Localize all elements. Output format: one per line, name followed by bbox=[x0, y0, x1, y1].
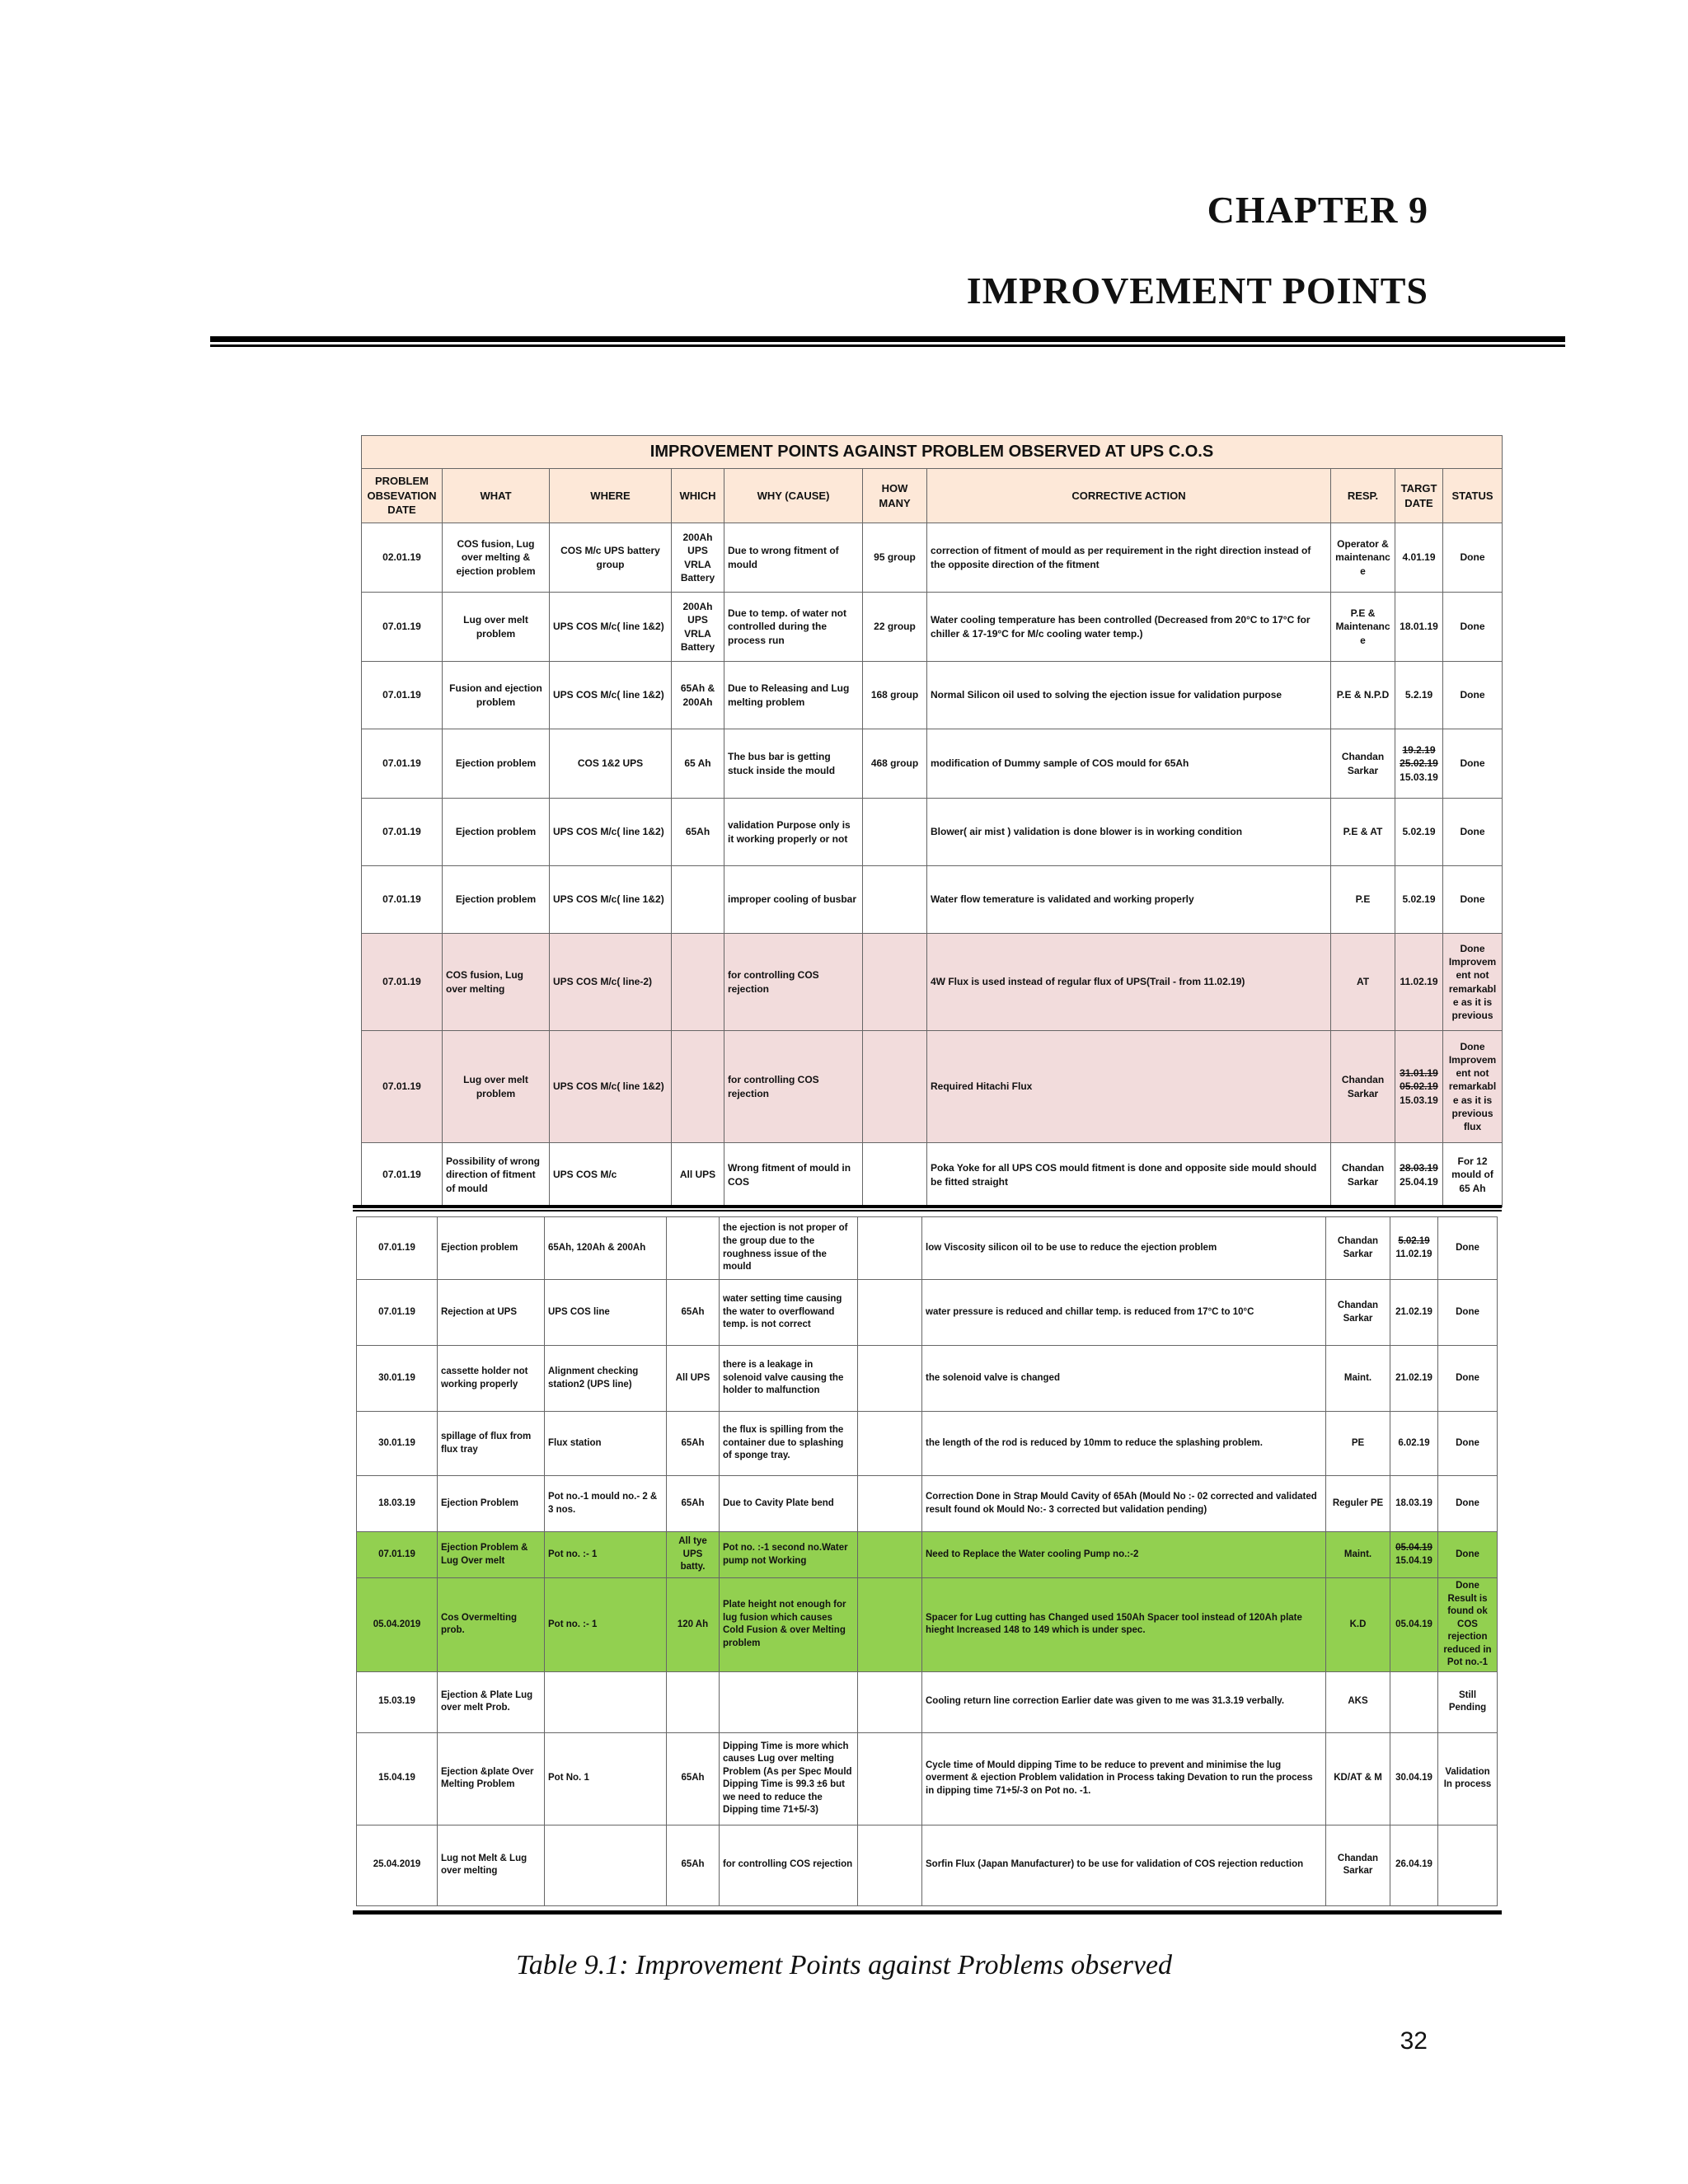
table-cell: Done bbox=[1438, 1217, 1498, 1280]
target-date: 15.03.19 bbox=[1400, 771, 1438, 783]
table-cell: Due to wrong fitment of mould bbox=[724, 523, 863, 593]
table-cell: 65Ah, 120Ah & 200Ah bbox=[545, 1217, 667, 1280]
table-cell: Done Improvement not remarkable as it is previous flux bbox=[1443, 1031, 1503, 1143]
chapter-title: IMPROVEMENT POINTS bbox=[966, 269, 1428, 312]
table-cell bbox=[667, 1217, 720, 1280]
table-cell: UPS COS line bbox=[545, 1280, 667, 1346]
table-cell: 120 Ah bbox=[667, 1578, 720, 1672]
table-cell: For 12 mould of 65 Ah bbox=[1443, 1143, 1503, 1207]
table-cell: P.E bbox=[1331, 866, 1395, 934]
table-cell: the solenoid valve is changed bbox=[922, 1346, 1326, 1412]
table-cell: low Viscosity silicon oil to be use to reduce the ejection problem bbox=[922, 1217, 1326, 1280]
target-date-cell bbox=[1395, 1143, 1443, 1207]
table-cell: 07.01.19 bbox=[362, 866, 443, 934]
table-title: IMPROVEMENT POINTS AGAINST PROBLEM OBSERVED AT UPS C.O.S bbox=[362, 436, 1503, 469]
revised-date: 31.01.19 bbox=[1400, 1067, 1438, 1080]
table-cell: Correction Done in Strap Mould Cavity of 65Ah (Mould No :- 02 corrected and validated result found ok Mould No:- 3 corrected but validation pending) bbox=[922, 1476, 1326, 1532]
revised-date: 25.02.19 bbox=[1400, 757, 1438, 770]
table-cell: Reguler PE bbox=[1326, 1476, 1390, 1532]
table-cell: Chandan Sarkar bbox=[1331, 1031, 1395, 1143]
revised-date: 05.02.19 bbox=[1400, 1080, 1438, 1093]
table-cell bbox=[672, 866, 724, 934]
column-header: PROBLEM OBSEVATION DATE bbox=[362, 469, 443, 523]
table-cell: spillage of flux from flux tray bbox=[438, 1412, 545, 1476]
table-cell: for controlling COS rejection bbox=[720, 1825, 858, 1905]
target-date-cell bbox=[1395, 799, 1443, 866]
table-cell: 65Ah & 200Ah bbox=[672, 662, 724, 729]
table-cell: COS fusion, Lug over melting bbox=[443, 934, 550, 1031]
table-cell bbox=[863, 934, 927, 1031]
target-date-cell bbox=[1395, 593, 1443, 662]
target-date-cell bbox=[1390, 1346, 1438, 1412]
table-cell: Chandan Sarkar bbox=[1331, 1143, 1395, 1207]
table-cell: cassette holder not working properly bbox=[438, 1346, 545, 1412]
target-date-cell bbox=[1390, 1671, 1438, 1732]
table-cell: Rejection at UPS bbox=[438, 1280, 545, 1346]
table-row bbox=[362, 1143, 1503, 1207]
table-cell: UPS COS M/c( line 1&2) bbox=[550, 866, 672, 934]
table-row bbox=[357, 1412, 1498, 1476]
table-cell: KD/AT & M bbox=[1326, 1732, 1390, 1825]
table-row bbox=[362, 523, 1503, 593]
table-cell: Plate height not enough for lug fusion which causes Cold Fusion & over Melting problem bbox=[720, 1578, 858, 1672]
table-cell: 07.01.19 bbox=[362, 799, 443, 866]
table-cell: 30.01.19 bbox=[357, 1346, 438, 1412]
table-cell: Lug over melt problem bbox=[443, 593, 550, 662]
column-header: RESP. bbox=[1331, 469, 1395, 523]
table-caption: Table 9.1: Improvement Points against Problems observed bbox=[515, 1950, 1173, 1980]
table-cell bbox=[858, 1412, 922, 1476]
target-date: 4.01.19 bbox=[1402, 551, 1436, 564]
target-date-cell bbox=[1395, 729, 1443, 799]
table-cell bbox=[672, 934, 724, 1031]
target-date-cell bbox=[1390, 1280, 1438, 1346]
table-cell: Cycle time of Mould dipping Time to be reduce to prevent and minimise the lug overment & ejection Problem validation in Process taking Devation to run the process in dipping time 71+5/-3 on Pot no. -1. bbox=[922, 1732, 1326, 1825]
table-cell bbox=[672, 1031, 724, 1143]
target-date-cell bbox=[1390, 1476, 1438, 1532]
table-cell: Done bbox=[1443, 662, 1503, 729]
heading-rule bbox=[210, 336, 1565, 342]
table-cell: 07.01.19 bbox=[362, 1031, 443, 1143]
table-cell: modification of Dummy sample of COS mould for 65Ah bbox=[927, 729, 1331, 799]
table-cell: 65Ah bbox=[667, 1825, 720, 1905]
table-cell: Pot no.-1 mould no.- 2 & 3 nos. bbox=[545, 1476, 667, 1532]
target-date: 5.02.19 bbox=[1402, 893, 1436, 906]
table-cell: Maint. bbox=[1326, 1532, 1390, 1578]
table-cell: Chandan Sarkar bbox=[1326, 1825, 1390, 1905]
table-cell: 07.01.19 bbox=[357, 1532, 438, 1578]
table-cell bbox=[720, 1671, 858, 1732]
column-header: CORRECTIVE ACTION bbox=[927, 469, 1331, 523]
target-date-cell bbox=[1390, 1825, 1438, 1905]
target-date: 6.02.19 bbox=[1398, 1437, 1430, 1448]
table-cell: 07.01.19 bbox=[357, 1217, 438, 1280]
table-row bbox=[357, 1280, 1498, 1346]
table-row bbox=[357, 1671, 1498, 1732]
table-cell: Done bbox=[1443, 523, 1503, 593]
table-cell bbox=[858, 1578, 922, 1672]
table-cell: 02.01.19 bbox=[362, 523, 443, 593]
table-cell: Done bbox=[1443, 866, 1503, 934]
table-cell: there is a leakage in solenoid valve causing the holder to malfunction bbox=[720, 1346, 858, 1412]
table-cell: Chandan Sarkar bbox=[1326, 1280, 1390, 1346]
table-cell: Operator & maintenance bbox=[1331, 523, 1395, 593]
table-cell: 65Ah bbox=[667, 1280, 720, 1346]
column-header: WHICH bbox=[672, 469, 724, 523]
table-cell: Spacer for Lug cutting has Changed used 150Ah Spacer tool instead of 120Ah plate hieght Increased 148 to 149 which is under spec. bbox=[922, 1578, 1326, 1672]
table-row bbox=[357, 1217, 1498, 1280]
table-cell: 07.01.19 bbox=[362, 729, 443, 799]
table-cell: Lug over melt problem bbox=[443, 1031, 550, 1143]
column-header: WHAT bbox=[443, 469, 550, 523]
table-cell: All UPS bbox=[672, 1143, 724, 1207]
table-cell: Ejection problem bbox=[443, 729, 550, 799]
table-cell: Done bbox=[1438, 1476, 1498, 1532]
table-row bbox=[362, 934, 1503, 1031]
table-cell bbox=[863, 1143, 927, 1207]
table-cell: water setting time causing the water to overflowand temp. is not correct bbox=[720, 1280, 858, 1346]
table-cell: COS M/c UPS battery group bbox=[550, 523, 672, 593]
table-cell bbox=[545, 1825, 667, 1905]
table-row bbox=[357, 1476, 1498, 1532]
table-cell: COS fusion, Lug over melting & ejection problem bbox=[443, 523, 550, 593]
table-cell: Sorfin Flux (Japan Manufacturer) to be use for validation of COS rejection reduction bbox=[922, 1825, 1326, 1905]
table-row bbox=[357, 1532, 1498, 1578]
table-cell: 468 group bbox=[863, 729, 927, 799]
table-cell: Done bbox=[1438, 1412, 1498, 1476]
target-date-cell bbox=[1395, 934, 1443, 1031]
column-header: WHY (CAUSE) bbox=[724, 469, 863, 523]
table-cell: 65Ah bbox=[667, 1476, 720, 1532]
table-cell: Wrong fitment of mould in COS bbox=[724, 1143, 863, 1207]
table-cell: 65Ah bbox=[667, 1732, 720, 1825]
table-cell bbox=[863, 799, 927, 866]
table-cell: 168 group bbox=[863, 662, 927, 729]
table-row bbox=[362, 799, 1503, 866]
table-cell: Need to Replace the Water cooling Pump no.:-2 bbox=[922, 1532, 1326, 1578]
column-header: STATUS bbox=[1443, 469, 1503, 523]
table-cell: P.E & N.P.D bbox=[1331, 662, 1395, 729]
table-row bbox=[362, 729, 1503, 799]
table-cell: Cos Overmelting prob. bbox=[438, 1578, 545, 1672]
target-date: 5.2.19 bbox=[1404, 689, 1433, 701]
chapter-heading: CHAPTER 9 bbox=[1207, 189, 1428, 231]
table-cell: Cooling return line correction Earlier date was given to me was 31.3.19 verbally. bbox=[922, 1671, 1326, 1732]
target-date: 05.04.19 bbox=[1395, 1619, 1432, 1629]
table-row bbox=[357, 1732, 1498, 1825]
table-cell: Chandan Sarkar bbox=[1331, 729, 1395, 799]
table-cell: Lug not Melt & Lug over melting bbox=[438, 1825, 545, 1905]
target-date-cell bbox=[1395, 1031, 1443, 1143]
target-date: 18.03.19 bbox=[1395, 1497, 1432, 1508]
table-cell: Done bbox=[1438, 1346, 1498, 1412]
table-cell: for controlling COS rejection bbox=[724, 1031, 863, 1143]
table-cell: 18.03.19 bbox=[357, 1476, 438, 1532]
table-cell: Due to temp. of water not controlled during the process run bbox=[724, 593, 863, 662]
table-row bbox=[362, 866, 1503, 934]
target-date: 21.02.19 bbox=[1395, 1306, 1432, 1317]
table-cell: Flux station bbox=[545, 1412, 667, 1476]
table-cell: Due to Releasing and Lug melting problem bbox=[724, 662, 863, 729]
table-cell: 07.01.19 bbox=[362, 593, 443, 662]
table-cell: Done Result is found ok COS rejection reduced in Pot no.-1 bbox=[1438, 1578, 1498, 1672]
table-cell: Done bbox=[1443, 799, 1503, 866]
table-cell: UPS COS M/c( line 1&2) bbox=[550, 662, 672, 729]
table-cell bbox=[858, 1217, 922, 1280]
table-cell: P.E & Maintenance bbox=[1331, 593, 1395, 662]
target-date-cell bbox=[1390, 1578, 1438, 1672]
table-cell: Chandan Sarkar bbox=[1326, 1217, 1390, 1280]
table-cell: Ejection &plate Over Melting Problem bbox=[438, 1732, 545, 1825]
table-cell: COS 1&2 UPS bbox=[550, 729, 672, 799]
table-cell: Pot no. :- 1 bbox=[545, 1532, 667, 1578]
table-cell: All tye UPS batty. bbox=[667, 1532, 720, 1578]
table-cell bbox=[858, 1476, 922, 1532]
target-date: 30.04.19 bbox=[1395, 1773, 1432, 1783]
table-cell: 07.01.19 bbox=[362, 934, 443, 1031]
table-cell: correction of fitment of mould as per requirement in the right direction instead of the opposite direction of the fitment bbox=[927, 523, 1331, 593]
table-cell bbox=[545, 1671, 667, 1732]
table-cell bbox=[863, 866, 927, 934]
table-cell: Ejection problem bbox=[443, 866, 550, 934]
target-date: 21.02.19 bbox=[1395, 1372, 1432, 1383]
target-date: 25.04.19 bbox=[1400, 1175, 1438, 1188]
table-break-rule-thin bbox=[353, 1210, 1502, 1212]
table-cell: 07.01.19 bbox=[357, 1280, 438, 1346]
table-cell: Ejection Problem & Lug Over melt bbox=[438, 1532, 545, 1578]
table-cell: UPS COS M/c( line 1&2) bbox=[550, 593, 672, 662]
table-cell: 200Ah UPS VRLA Battery bbox=[672, 593, 724, 662]
heading-rule-thin bbox=[210, 344, 1565, 347]
target-date-cell bbox=[1390, 1412, 1438, 1476]
column-header: WHERE bbox=[550, 469, 672, 523]
table-cell: the length of the rod is reduced by 10mm to reduce the splashing problem. bbox=[922, 1412, 1326, 1476]
target-date: 11.02.19 bbox=[1395, 1249, 1432, 1259]
table-row bbox=[362, 1031, 1503, 1143]
target-date-cell bbox=[1390, 1532, 1438, 1578]
table-cell: the ejection is not proper of the group due to the roughness issue of the mould bbox=[720, 1217, 858, 1280]
table-cell: AKS bbox=[1326, 1671, 1390, 1732]
target-date: 26.04.19 bbox=[1395, 1859, 1432, 1870]
table-cell bbox=[858, 1280, 922, 1346]
table-cell: Done bbox=[1438, 1280, 1498, 1346]
table-cell: the flux is spilling from the container due to splashing of sponge tray. bbox=[720, 1412, 858, 1476]
table-cell: Due to Cavity Plate bend bbox=[720, 1476, 858, 1532]
table-end-rule bbox=[353, 1910, 1502, 1915]
table-row bbox=[362, 662, 1503, 729]
table-cell: Required Hitachi Flux bbox=[927, 1031, 1331, 1143]
table-cell bbox=[858, 1671, 922, 1732]
table-cell: P.E & AT bbox=[1331, 799, 1395, 866]
table-cell: for controlling COS rejection bbox=[724, 934, 863, 1031]
table-cell: 65Ah bbox=[672, 799, 724, 866]
table-cell: Done bbox=[1438, 1532, 1498, 1578]
table-cell: Pot No. 1 bbox=[545, 1732, 667, 1825]
target-date-cell bbox=[1395, 866, 1443, 934]
table-cell bbox=[1438, 1825, 1498, 1905]
improvement-table-bottom bbox=[356, 1216, 1498, 1906]
table-cell: 15.04.19 bbox=[357, 1732, 438, 1825]
table-row bbox=[357, 1825, 1498, 1905]
target-date: 15.04.19 bbox=[1395, 1555, 1432, 1566]
table-cell bbox=[863, 1031, 927, 1143]
table-cell: UPS COS M/c bbox=[550, 1143, 672, 1207]
table-cell: Blower( air mist ) validation is done blower is in working condition bbox=[927, 799, 1331, 866]
target-date-cell bbox=[1390, 1217, 1438, 1280]
table-break-rule bbox=[353, 1205, 1502, 1208]
target-date-cell bbox=[1390, 1732, 1438, 1825]
table-cell: 4W Flux is used instead of regular flux of UPS(Trail - from 11.02.19) bbox=[927, 934, 1331, 1031]
table-row bbox=[357, 1578, 1498, 1672]
table-cell: 65Ah bbox=[667, 1412, 720, 1476]
table-cell: Ejection Problem bbox=[438, 1476, 545, 1532]
target-date-cell bbox=[1395, 662, 1443, 729]
table-cell: Done Improvement not remarkable as it is previous bbox=[1443, 934, 1503, 1031]
table-cell bbox=[667, 1671, 720, 1732]
table-cell: Water cooling temperature has been controlled (Decreased from 20°C to 17°C for chiller & 17-19°C for M/c cooling water temp.) bbox=[927, 593, 1331, 662]
table-cell: Ejection & Plate Lug over melt Prob. bbox=[438, 1671, 545, 1732]
table-cell: The bus bar is getting stuck inside the mould bbox=[724, 729, 863, 799]
table-cell: Ejection problem bbox=[438, 1217, 545, 1280]
table-cell bbox=[858, 1532, 922, 1578]
table-cell: 30.01.19 bbox=[357, 1412, 438, 1476]
target-date-cell bbox=[1395, 523, 1443, 593]
table-cell: 07.01.19 bbox=[362, 662, 443, 729]
table-cell: 05.04.2019 bbox=[357, 1578, 438, 1672]
table-row bbox=[362, 593, 1503, 662]
column-header: TARGT DATE bbox=[1395, 469, 1443, 523]
table-cell: water pressure is reduced and chillar temp. is reduced from 17°C to 10°C bbox=[922, 1280, 1326, 1346]
page-number: 32 bbox=[1400, 2027, 1428, 2055]
revised-date: 05.04.19 bbox=[1395, 1542, 1432, 1553]
table-cell: All UPS bbox=[667, 1346, 720, 1412]
table-cell: UPS COS M/c( line 1&2) bbox=[550, 799, 672, 866]
table-cell: Normal Silicon oil used to solving the ejection issue for validation purpose bbox=[927, 662, 1331, 729]
table-cell: UPS COS M/c( line-2) bbox=[550, 934, 672, 1031]
table-cell bbox=[858, 1732, 922, 1825]
table-cell: Dipping Time is more which causes Lug over melting Problem (As per Spec Mould Dipping Time is 99.3 ±6 but we need to reduce the Dipping time 71+5/-3) bbox=[720, 1732, 858, 1825]
target-date: 5.02.19 bbox=[1402, 826, 1436, 838]
table-cell: Done bbox=[1443, 593, 1503, 662]
table-cell: Maint. bbox=[1326, 1346, 1390, 1412]
table-cell: K.D bbox=[1326, 1578, 1390, 1672]
table-cell: Pot no. :-1 second no.Water pump not Working bbox=[720, 1532, 858, 1578]
table-cell bbox=[858, 1346, 922, 1412]
table-cell: 22 group bbox=[863, 593, 927, 662]
table-cell: improper cooling of busbar bbox=[724, 866, 863, 934]
table-cell: Poka Yoke for all UPS COS mould fitment is done and opposite side mould should be fitted straight bbox=[927, 1143, 1331, 1207]
table-cell: 15.03.19 bbox=[357, 1671, 438, 1732]
table-cell: validation Purpose only is it working properly or not bbox=[724, 799, 863, 866]
revised-date: 19.2.19 bbox=[1402, 744, 1436, 757]
table-cell: 07.01.19 bbox=[362, 1143, 443, 1207]
table-cell: Fusion and ejection problem bbox=[443, 662, 550, 729]
revised-date: 5.02.19 bbox=[1398, 1235, 1430, 1246]
table-cell: Ejection problem bbox=[443, 799, 550, 866]
target-date: 15.03.19 bbox=[1400, 1094, 1438, 1106]
table-cell: 65 Ah bbox=[672, 729, 724, 799]
table-cell: Alignment checking station2 (UPS line) bbox=[545, 1346, 667, 1412]
table-cell: 200Ah UPS VRLA Battery bbox=[672, 523, 724, 593]
improvement-table-top bbox=[361, 435, 1503, 1207]
table-cell: Done bbox=[1443, 729, 1503, 799]
table-cell: AT bbox=[1331, 934, 1395, 1031]
table-cell: Possibility of wrong direction of fitment of mould bbox=[443, 1143, 550, 1207]
table-cell: Pot no. :- 1 bbox=[545, 1578, 667, 1672]
revised-date: 28.03.19 bbox=[1400, 1162, 1438, 1174]
table-cell bbox=[858, 1825, 922, 1905]
table-cell: PE bbox=[1326, 1412, 1390, 1476]
table-cell: 25.04.2019 bbox=[357, 1825, 438, 1905]
target-date: 18.01.19 bbox=[1400, 621, 1438, 633]
column-header: HOW MANY bbox=[863, 469, 927, 523]
table-cell: Validation In process bbox=[1438, 1732, 1498, 1825]
table-cell: Still Pending bbox=[1438, 1671, 1498, 1732]
table-cell: Water flow temerature is validated and working properly bbox=[927, 866, 1331, 934]
target-date: 11.02.19 bbox=[1400, 976, 1438, 988]
table-cell: UPS COS M/c( line 1&2) bbox=[550, 1031, 672, 1143]
table-cell: 95 group bbox=[863, 523, 927, 593]
table-row bbox=[357, 1346, 1498, 1412]
